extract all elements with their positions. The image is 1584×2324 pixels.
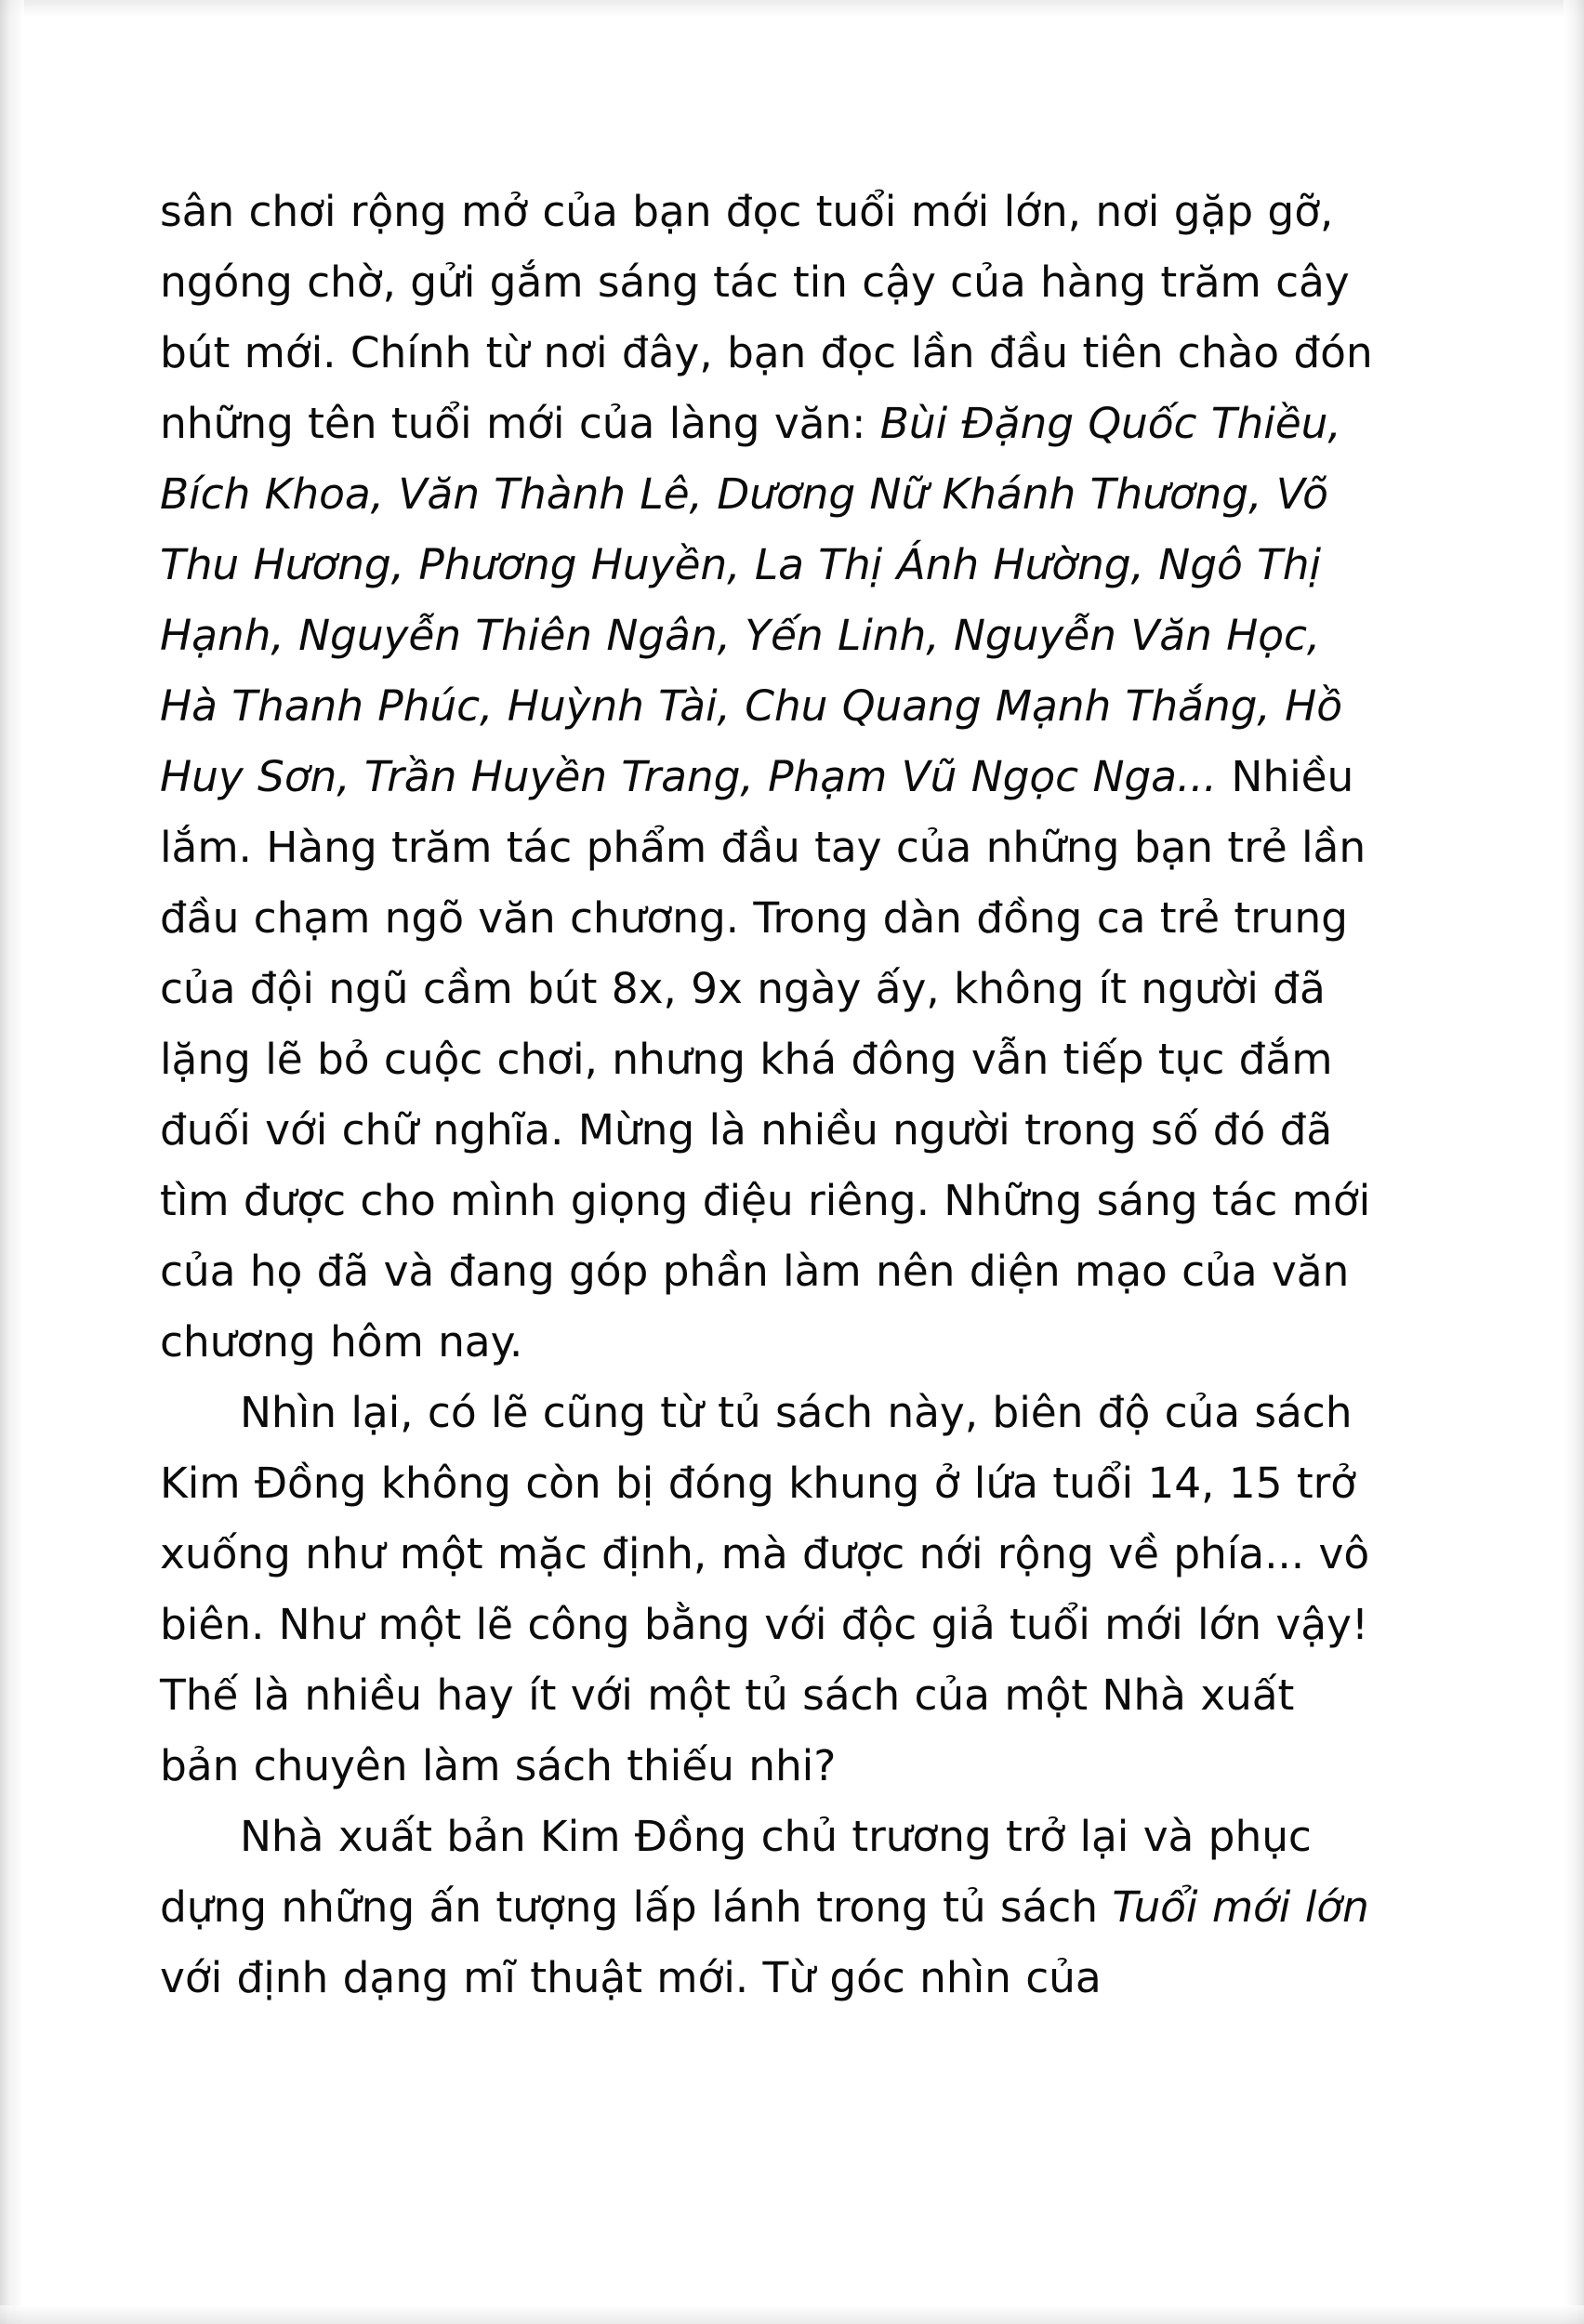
scan-edge-right xyxy=(1564,0,1584,2324)
paragraph-3 xyxy=(160,1802,1387,2014)
text-run: sân chơi rộng mở của bạn đọc tuổi mới lớn, nơi gặp gỡ, ngóng chờ, gửi gắm sáng tác tin cậy của hàng trăm cây bút mới. Chính từ nơi đây, bạn đọc lần đầu tiên chào đón những tên tuổi mới của làng văn: xyxy=(160,187,1373,448)
text-run: Tuổi mới lớn xyxy=(1112,1882,1369,1932)
text-run: Bùi Đặng Quốc Thiều, Bích Khoa, Văn Thành Lê, Dương Nữ Khánh Thương, Võ Thu Hương, Phương Huyền, La Thị Ánh Hường, Ngô Thị Hạnh, Nguyễn Thiên Ngân, Yến Linh, Nguyễn Văn Học, Hà Thanh Phúc, Huỳnh Tài, Chu Quang Mạnh Thắng, Hồ Huy Sơn, Trần Huyền Trang, Phạm Vũ Ngọc Nga... xyxy=(160,399,1342,801)
scan-edge-left xyxy=(0,0,24,2324)
scan-edge-top xyxy=(0,0,1584,17)
paragraph-2 xyxy=(160,1378,1387,1802)
paragraph-1 xyxy=(160,177,1387,1378)
text-run: Nhiều lắm. Hàng trăm tác phẩm đầu tay của những bạn trẻ lần đầu chạm ngõ văn chương. Trong dàn đồng ca trẻ trung của đội ngũ cầm bút 8x, 9x ngày ấy, không ít người đã lặng lẽ bỏ cuộc chơi, nhưng khá đông vẫn tiếp tục đắm đuối với chữ nghĩa. Mừng là nhiều người trong số đó đã tìm được cho mình giọng điệu riêng. Những sáng tác mới của họ đã và đang góp phần làm nên diện mạo của văn chương hôm nay. xyxy=(160,752,1371,1367)
text-run: với định dạng mĩ thuật mới. Từ góc nhìn của xyxy=(160,1953,1102,2002)
text-run: Nhìn lại, có lẽ cũng từ tủ sách này, biên độ của sách Kim Đồng không còn bị đóng khung ở lứa tuổi 14, 15 trở xuống như một mặc định, mà được nới rộng về phía... vô biên. Như một lẽ công bằng với độc giả tuổi mới lớn vậy! Thế là nhiều hay ít với một tủ sách của một Nhà xuất bản chuyên làm sách thiếu nhi? xyxy=(160,1388,1370,1790)
scan-edge-bottom xyxy=(0,2305,1584,2324)
text-run: Nhà xuất bản Kim Đồng chủ trương trở lại và phục dựng những ấn tượng lấp lánh trong tủ sách xyxy=(160,1812,1312,1932)
page-text-column xyxy=(160,177,1387,2014)
